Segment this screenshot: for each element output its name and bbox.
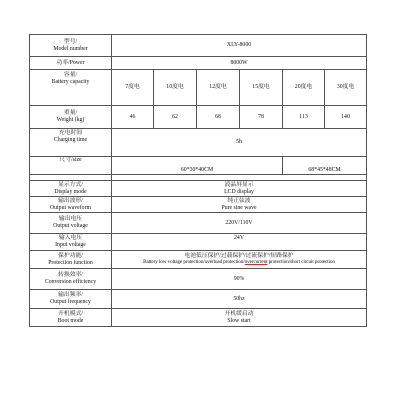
label-capacity-en: Battery capacity xyxy=(51,78,90,85)
label-weight-cn: 重量/ xyxy=(63,110,78,117)
label-protection xyxy=(30,251,112,269)
value-model: XLY-8000 xyxy=(112,35,367,57)
label-efficiency-cn: 转换效率/ xyxy=(58,272,83,279)
label-waveform-cn: 输出波形/ xyxy=(58,197,83,204)
row-frequency xyxy=(30,290,367,309)
label-output-voltage-en: Output voltage xyxy=(53,223,88,229)
row-weight xyxy=(30,106,367,129)
weight-value: 140 xyxy=(325,106,367,129)
capacity-option: 7度电 xyxy=(112,70,154,106)
capacity-option: 30度电 xyxy=(325,70,367,106)
label-capacity-cn: 容量/ xyxy=(63,72,78,78)
label-frequency-cn: 输出频率/ xyxy=(58,292,83,299)
value-waveform-cn: 纯正弦波 xyxy=(227,197,251,204)
label-protection-en: Protection function xyxy=(48,259,93,266)
row-boot xyxy=(30,309,367,327)
value-efficiency: 90% xyxy=(112,269,367,290)
value-display xyxy=(112,181,367,197)
label-size: 尺寸/size xyxy=(30,157,112,175)
label-boot xyxy=(30,309,112,327)
label-model-en: Model number xyxy=(53,45,88,52)
capacity-option: 12度电 xyxy=(197,70,240,106)
label-display xyxy=(30,181,112,197)
value-power: 8000W xyxy=(112,57,367,70)
weight-value: 113 xyxy=(283,106,325,129)
label-weight-en: Weight (kg) xyxy=(56,117,85,123)
label-efficiency-en: Conversion efficiency xyxy=(44,279,97,285)
value-boot xyxy=(112,309,367,327)
label-input-voltage-en: Input voltage xyxy=(55,242,86,248)
value-protection-en-part: protection/short circuit protection xyxy=(267,258,335,265)
label-input-voltage-cn: 输入电压 xyxy=(58,235,83,242)
label-weight xyxy=(30,106,112,129)
label-efficiency xyxy=(30,269,112,290)
value-protection xyxy=(112,251,367,269)
label-display-en: Display mode xyxy=(54,188,87,195)
value-display-en: LCD display xyxy=(224,188,254,195)
label-frequency xyxy=(30,290,112,309)
label-waveform xyxy=(30,197,112,213)
row-charging xyxy=(30,129,367,157)
value-waveform xyxy=(112,197,367,213)
label-boot-en: Boot mode xyxy=(57,317,84,324)
value-output-voltage: 220V/110V xyxy=(112,213,367,234)
value-boot-en: Slow start xyxy=(227,317,251,324)
label-charging xyxy=(30,129,112,157)
value-size-a: 60*30*40CM xyxy=(112,157,283,175)
value-protection-en xyxy=(113,260,365,266)
label-charging-cn: 充电时间 xyxy=(58,130,83,136)
value-display-cn: 液晶屏显示 xyxy=(224,181,254,188)
row-input-voltage xyxy=(30,234,367,251)
row-size xyxy=(30,157,367,175)
capacity-option: 20度电 xyxy=(283,70,325,106)
row-model xyxy=(30,35,367,57)
label-boot-cn: 开机模式/ xyxy=(58,310,83,317)
label-frequency-en: Output frequency xyxy=(50,299,91,305)
label-charging-en: Charging time xyxy=(53,136,88,143)
label-output-voltage-cn: 输出电压 xyxy=(58,216,83,223)
row-efficiency xyxy=(30,269,367,290)
label-model xyxy=(30,35,112,57)
label-display-cn: 显示方式/ xyxy=(58,181,83,188)
weight-value: 62 xyxy=(154,106,197,129)
row-protection xyxy=(30,251,367,269)
label-protection-cn: 保护功能/ xyxy=(58,252,83,259)
row-power xyxy=(30,57,367,70)
value-charging: 5h xyxy=(112,129,367,157)
label-output-voltage xyxy=(30,213,112,234)
value-waveform-en: Pure sine wave xyxy=(221,204,257,211)
row-waveform xyxy=(30,197,367,213)
row-capacity xyxy=(30,70,367,106)
value-input-voltage: 24V xyxy=(112,234,367,251)
weight-value: 68 xyxy=(197,106,240,129)
value-protection-cn: 电池低压保护/过载保护/过流保护/短路保护 xyxy=(184,253,294,260)
value-frequency: 50hz xyxy=(112,290,367,309)
label-waveform-en: Output waveform xyxy=(49,204,92,211)
value-protection-en-part: Battery low voltage protection/overload protection/ xyxy=(143,258,245,265)
capacity-option: 10度电 xyxy=(154,70,197,106)
weight-value: 78 xyxy=(240,106,283,129)
spec-table xyxy=(29,34,367,327)
capacity-option: 15度电 xyxy=(240,70,283,106)
label-capacity xyxy=(30,70,112,106)
value-size-b: 68*45*48CM xyxy=(283,157,367,175)
row-output-voltage xyxy=(30,213,367,234)
label-power: 功率/Power xyxy=(30,57,112,70)
label-input-voltage xyxy=(30,234,112,251)
value-protection-en-underlined: overcurrent xyxy=(244,258,268,265)
weight-value: 46 xyxy=(112,106,154,129)
row-display xyxy=(30,181,367,197)
value-boot-cn: 开机缓启动 xyxy=(224,310,254,317)
label-model-cn: 型号/ xyxy=(63,38,78,45)
